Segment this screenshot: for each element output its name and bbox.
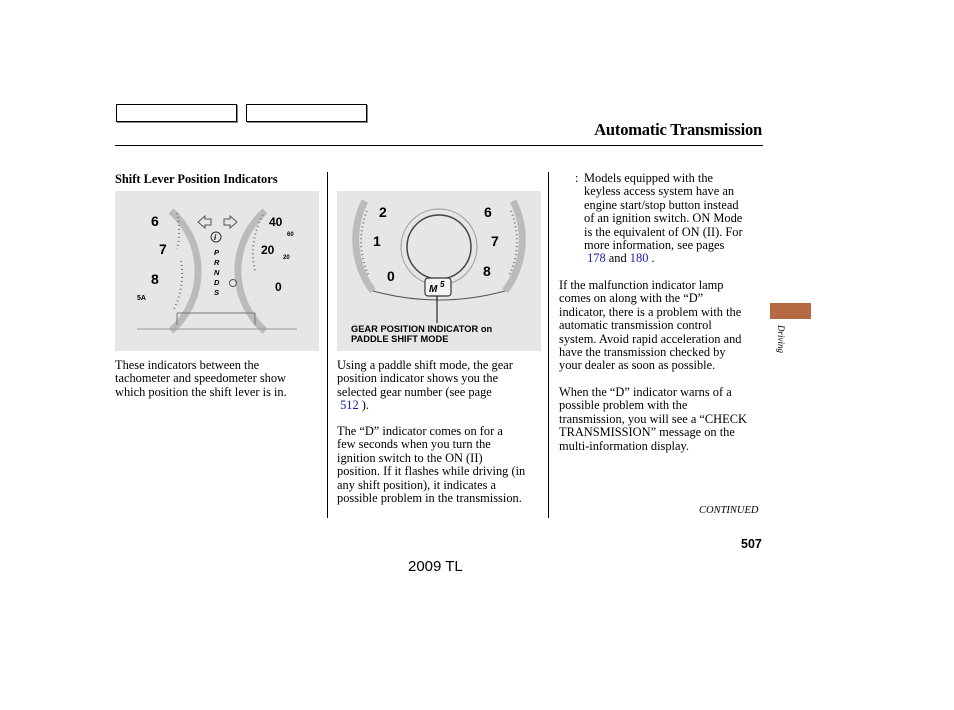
speed-number: 0	[275, 280, 282, 294]
gear-letter: S	[214, 288, 220, 297]
section-heading: Shift Lever Position Indicators	[115, 172, 278, 186]
page-number: 507	[741, 537, 762, 551]
paddle-shift-paragraph: Using a paddle shift mode, the gear position indicator shows you the selected gear number (see page 512 ).	[337, 358, 513, 413]
figure-caption: GEAR POSITION INDICATOR on PADDLE SHIFT MODE	[351, 324, 493, 344]
tach-number: 6	[151, 213, 159, 229]
speed-number: 40	[269, 215, 283, 229]
section-tab-label: Driving	[776, 325, 786, 353]
nav-tab-2[interactable]	[246, 104, 367, 122]
gear-letter: D	[214, 278, 220, 287]
turn-right-arrow-icon	[224, 216, 237, 228]
svg-text:M: M	[429, 284, 438, 295]
small-speed-number: 20	[283, 255, 290, 261]
column-divider-1	[327, 172, 328, 518]
gauge-number: 2	[379, 204, 387, 220]
section-tab[interactable]	[770, 303, 811, 319]
page-link-178[interactable]: 178	[587, 251, 606, 266]
continued-label: CONTINUED	[699, 505, 759, 516]
edge-label: 5A	[137, 295, 146, 302]
paddle-shift-figure	[337, 191, 541, 351]
keyless-note: Models equipped with the keyless access system have an engine start/stop button instead of an ignition switch. ON Mode is the equivalent of ON (II). For more information, see pages 178 and 180 .	[584, 171, 743, 266]
page-title: Automatic Transmission	[594, 120, 762, 139]
page-link-512[interactable]: 512	[340, 398, 359, 413]
model-footer: 2009 TL	[408, 558, 463, 575]
d-indicator-paragraph: The “D” indicator comes on for a few seconds when you turn the ignition switch to the ON (II) position. If it flashes while driving (in any shift position), it indicates a possible problem in the transmission.	[337, 424, 526, 506]
svg-text:i: i	[214, 233, 217, 242]
gauge-number: 0	[387, 268, 395, 284]
gear-letter: P	[214, 248, 220, 257]
small-speed-number: 60	[287, 232, 294, 238]
check-transmission-paragraph: When the “D” indicator warns of a possible problem with the transmission, you will see a “CHECK TRANSMISSION” message on the multi-information display.	[559, 385, 747, 453]
gauge-number: 7	[491, 233, 499, 249]
turn-left-arrow-icon	[198, 216, 211, 228]
note-colon: :	[575, 171, 579, 185]
gear-letter: N	[214, 268, 220, 277]
gear-letter: R	[214, 258, 220, 267]
gauge-number: 8	[483, 263, 491, 279]
tach-number: 7	[159, 241, 167, 257]
tach-number: 8	[151, 271, 159, 287]
shift-indicator-figure	[115, 191, 319, 351]
nav-tab-1[interactable]	[116, 104, 237, 122]
gauge-number: 6	[484, 204, 492, 220]
svg-text:5: 5	[440, 280, 445, 289]
header-rule	[115, 145, 763, 146]
center-gauge	[407, 215, 471, 279]
page-link-180[interactable]: 180	[629, 251, 649, 266]
column-divider-2	[548, 172, 549, 518]
malfunction-paragraph: If the malfunction indicator lamp comes on along with the “D” indicator, there is a problem with the automatic transmission control system. Avoid rapid acceleration and have the transmission checked by your dealer as soon as possible.	[559, 278, 742, 373]
left-paragraph: These indicators between the tachometer and speedometer show which position the shift lever is in.	[115, 358, 287, 399]
speed-number: 20	[261, 243, 275, 257]
gauge-number: 1	[373, 233, 381, 249]
instrument-cluster-illustration	[115, 191, 319, 351]
